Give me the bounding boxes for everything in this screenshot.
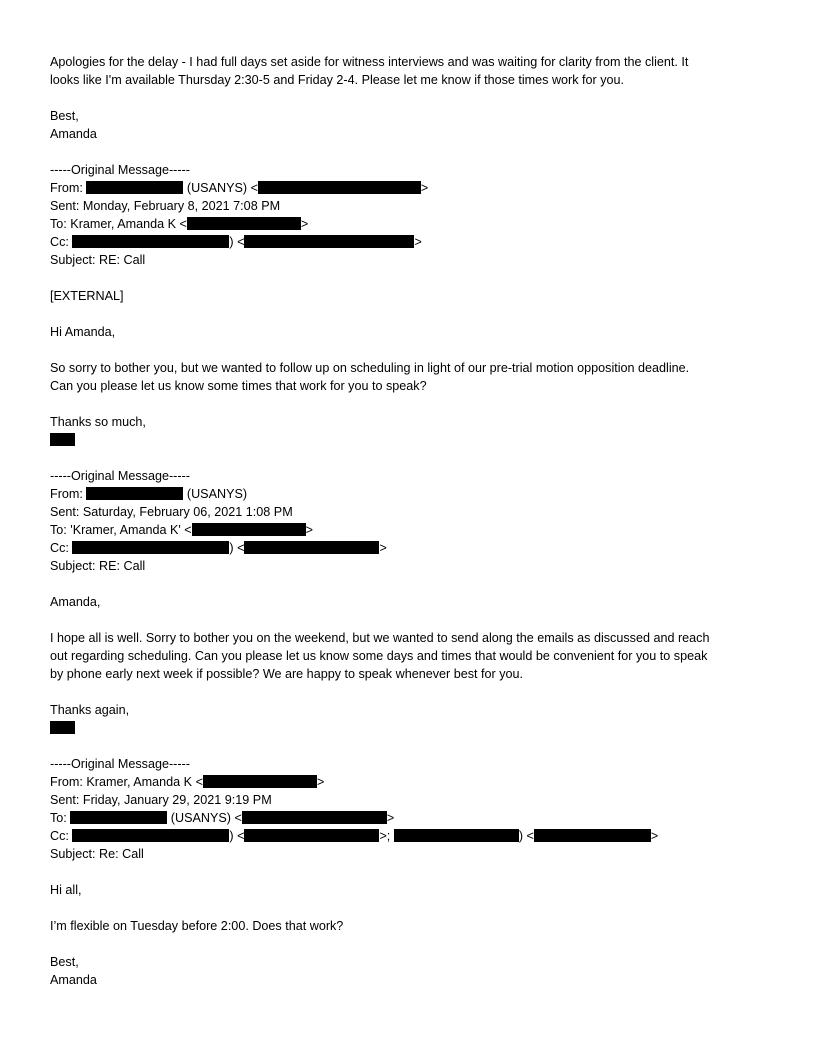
text-segment: (USANYS) < xyxy=(167,811,242,825)
redaction-box xyxy=(244,235,414,248)
text-segment: From: xyxy=(50,181,87,195)
text-segment: ) < xyxy=(518,829,534,843)
blank-line xyxy=(50,449,766,467)
text-line xyxy=(50,233,766,251)
text-line: Subject: RE: Call xyxy=(50,559,146,573)
text-segment: >; xyxy=(379,829,394,843)
text-line: -----Original Message----- xyxy=(50,469,190,483)
text-line: Thanks so much, xyxy=(50,415,146,429)
text-line: Hi all, xyxy=(50,883,82,897)
text-segment: > xyxy=(650,829,659,843)
text-segment: (USANYS) xyxy=(183,487,248,501)
text-segment: ) < xyxy=(229,235,245,249)
text-segment: Cc: xyxy=(50,541,73,555)
text-line: -----Original Message----- xyxy=(50,757,190,771)
blank-line xyxy=(50,611,766,629)
text-line: Subject: RE: Call xyxy=(50,253,146,267)
text-segment: ) < xyxy=(229,541,245,555)
blank-line xyxy=(50,899,766,917)
blank-line xyxy=(50,143,766,161)
text-line: by phone early next week if possible? We are happy to speak whenever best for you. xyxy=(50,667,524,681)
text-line: Apologies for the delay - I had full days set aside for witness interviews and was waiting for clarity from the client. It xyxy=(50,55,689,69)
text-segment: From: Kramer, Amanda K < xyxy=(50,775,203,789)
text-segment: To: xyxy=(50,811,71,825)
text-line: I hope all is well. Sorry to bother you on the weekend, but we wanted to send along the emails as discussed and reach xyxy=(50,631,710,645)
redaction-box xyxy=(72,235,229,248)
redaction-box xyxy=(244,829,379,842)
text-line: Hi Amanda, xyxy=(50,325,116,339)
blank-line xyxy=(50,683,766,701)
redaction-box xyxy=(394,829,519,842)
blank-line xyxy=(50,341,766,359)
text-line xyxy=(50,179,766,197)
text-line xyxy=(50,485,766,503)
blank-line xyxy=(50,575,766,593)
redaction-box xyxy=(86,181,183,194)
text-line: Subject: Re: Call xyxy=(50,847,144,861)
redaction-box xyxy=(192,523,306,536)
text-segment: > xyxy=(386,811,395,825)
email-document xyxy=(50,53,766,989)
text-line: Best, xyxy=(50,109,79,123)
text-segment: To: Kramer, Amanda K < xyxy=(50,217,187,231)
blank-line xyxy=(50,737,766,755)
text-line xyxy=(50,827,766,845)
text-segment: > xyxy=(379,541,387,555)
text-line xyxy=(50,431,766,449)
text-line: So sorry to bother you, but we wanted to follow up on scheduling in light of our pre-trial motion opposition deadline. xyxy=(50,361,690,375)
text-line: out regarding scheduling. Can you please let us know some days and times that would be convenient for you to speak xyxy=(50,649,708,663)
redaction-box xyxy=(244,541,379,554)
redaction-box xyxy=(50,721,75,734)
text-segment: > xyxy=(316,775,325,789)
text-segment: Cc: xyxy=(50,829,73,843)
text-line: -----Original Message----- xyxy=(50,163,190,177)
blank-line xyxy=(50,863,766,881)
text-line: [EXTERNAL] xyxy=(50,289,124,303)
redaction-box xyxy=(203,775,317,788)
text-line: Thanks again, xyxy=(50,703,130,717)
text-segment: > xyxy=(300,217,309,231)
text-line: Sent: Monday, February 8, 2021 7:08 PM xyxy=(50,199,281,213)
redaction-box xyxy=(72,541,229,554)
redaction-box xyxy=(72,829,229,842)
redaction-box xyxy=(70,811,167,824)
text-segment: To: 'Kramer, Amanda K' < xyxy=(50,523,192,537)
redaction-box xyxy=(258,181,421,194)
text-segment: Cc: xyxy=(50,235,73,249)
text-segment: > xyxy=(305,523,314,537)
text-line: Can you please let us know some times that work for you to speak? xyxy=(50,379,427,393)
text-line xyxy=(50,539,766,557)
redaction-box xyxy=(242,811,387,824)
text-line: Amanda xyxy=(50,127,97,141)
text-line: Amanda xyxy=(50,973,97,987)
text-segment: > xyxy=(414,235,422,249)
text-segment: From: xyxy=(50,487,87,501)
text-line: Amanda, xyxy=(50,595,101,609)
blank-line xyxy=(50,395,766,413)
text-segment: ) < xyxy=(229,829,245,843)
text-line: Best, xyxy=(50,955,79,969)
text-line xyxy=(50,215,766,233)
text-line xyxy=(50,809,766,827)
text-line xyxy=(50,521,766,539)
text-line: Sent: Saturday, February 06, 2021 1:08 PM xyxy=(50,505,293,519)
text-line: Sent: Friday, January 29, 2021 9:19 PM xyxy=(50,793,272,807)
redaction-box xyxy=(50,433,75,446)
blank-line xyxy=(50,935,766,953)
redaction-box xyxy=(187,217,301,230)
blank-line xyxy=(50,89,766,107)
text-line: I’m flexible on Tuesday before 2:00. Does that work? xyxy=(50,919,344,933)
text-line xyxy=(50,773,766,791)
blank-line xyxy=(50,305,766,323)
text-segment: (USANYS) < xyxy=(183,181,258,195)
blank-line xyxy=(50,269,766,287)
redaction-box xyxy=(534,829,651,842)
text-line: looks like I'm available Thursday 2:30-5 and Friday 2-4. Please let me know if those times work for you. xyxy=(50,73,625,87)
text-line xyxy=(50,719,766,737)
redaction-box xyxy=(86,487,183,500)
text-segment: > xyxy=(420,181,429,195)
